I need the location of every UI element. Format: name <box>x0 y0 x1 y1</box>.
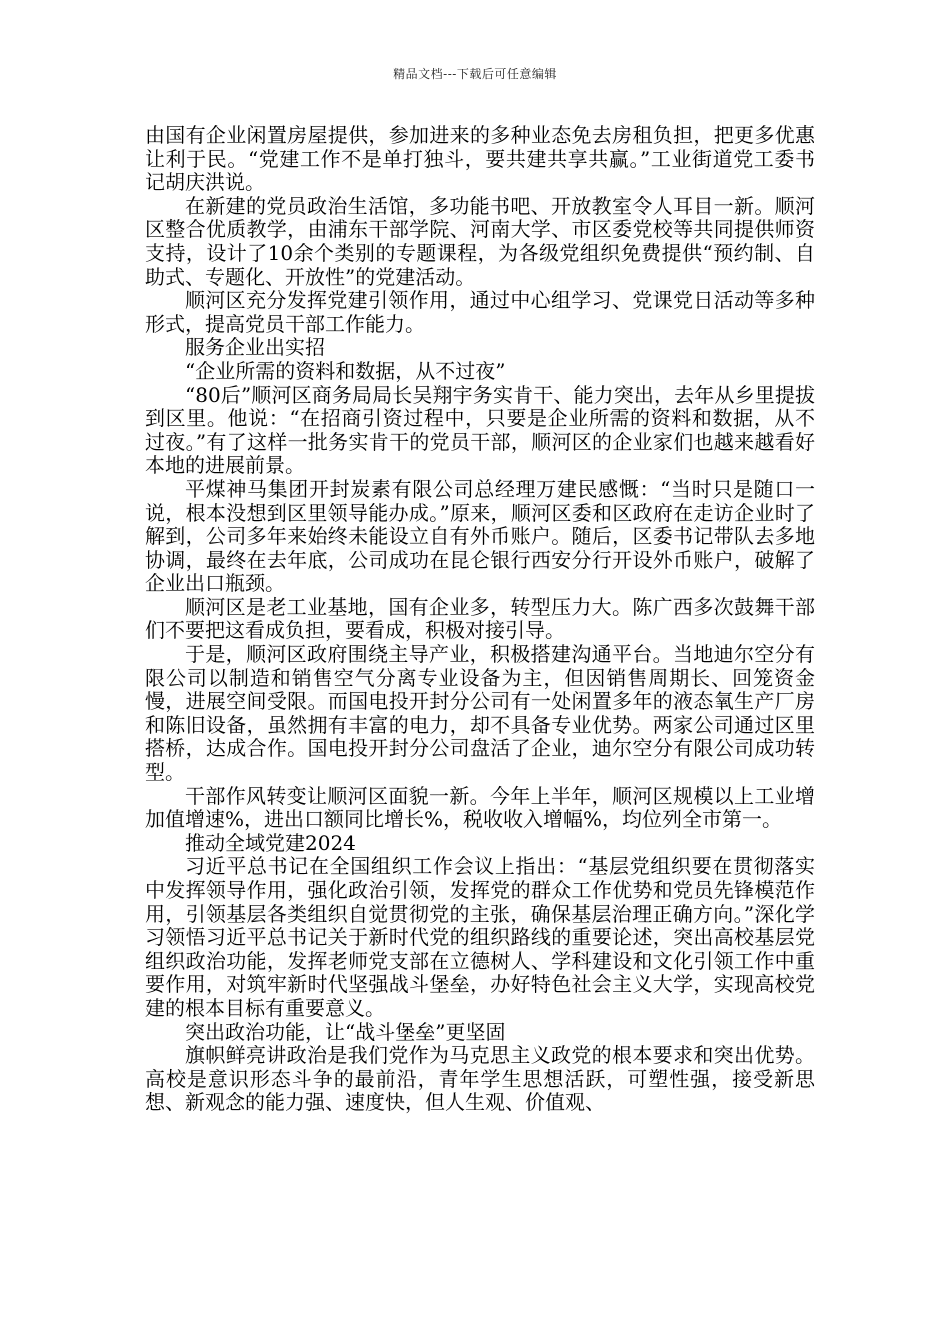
section-heading: 服务企业出实招 <box>185 335 325 360</box>
section-heading: 推动全域党建2024 <box>185 830 356 855</box>
section-heading: 突出政治功能，让“战斗堡垒”更坚固 <box>185 1019 506 1044</box>
paragraph: 平煤神马集团开封炭素有限公司总经理万建民感慨：“当时只是随口一说，根本没想到区里领导能办成。”原来，顺河区委和区政府在走访企业时了解到，公司多年来始终未能设立自有外币账户。随后，区委书记带队去多地协调，最终在去年底，公司成功在昆仑银行西安分行开设外币账户，破解了企业出口瓶颈。 <box>145 476 815 596</box>
paragraph: 旗帜鲜亮讲政治是我们党作为马克思主义政党的根本要求和突出优势。高校是意识形态斗争的最前沿，青年学生思想活跃，可塑性强，接受新思想、新观念的能力强、速度快，但人生观、价值观、 <box>145 1043 815 1115</box>
page-header: 精品文档---下载后可任意编辑 <box>393 67 557 81</box>
paragraph: 顺河区充分发挥党建引领作用，通过中心组学习、党课党日活动等多种形式，提高党员干部工作能力。 <box>145 288 815 336</box>
paragraph: 干部作风转变让顺河区面貌一新。今年上半年，顺河区规模以上工业增加值增速%，进出口额同比增长%，税收收入增幅%，均位列全市第一。 <box>145 783 815 832</box>
paragraph: “80后”顺河区商务局局长吴翔宇务实肯干、能力突出，去年从乡里提拔到区里。他说：“在招商引资过程中，只要是企业所需的资料和数据，从不过夜。”有了这样一批务实肯干的党员干部，顺河区的企业家们也越来越看好本地的进展前景。 <box>145 382 815 478</box>
paragraph: 由国有企业闲置房屋提供，参加进来的多种业态免去房租负担，把更多优惠让利于民。“党建工作不是单打独斗，要共建共享共赢。”工业街道党工委书记胡庆洪说。 <box>145 123 815 195</box>
paragraph: 顺河区是老工业基地，国有企业多，转型压力大。陈广西多次鼓舞干部们不要把这看成负担，要看成，积极对接引导。 <box>145 594 815 643</box>
paragraph: 在新建的党员政治生活馆，多功能书吧、开放教室令人耳目一新。顺河区整合优质教学，由浦东干部学院、河南大学、市区委党校等共同提供师资支持，设计了10余个类别的专题课程，为各级党组织免费提供“预约制、自助式、专题化、开放性”的党建活动。 <box>145 193 815 289</box>
document-body <box>145 124 815 1115</box>
paragraph: 于是，顺河区政府围绕主导产业，积极搭建沟通平台。当地迪尔空分有限公司以制造和销售空气分离专业设备为主，但因销售周期长、回笼资金慢，进展空间受限。而国电投开封分公司有一处闲置多年的液态氧生产厂房和陈旧设备，虽然拥有丰富的电力，却不具备专业优势。两家公司通过区里搭桥，达成合作。国电投开封分公司盘活了企业，迪尔空分有限公司成功转型。 <box>145 642 815 785</box>
section-subheading: “企业所需的资料和数据，从不过夜” <box>185 358 506 383</box>
paragraph: 习近平总书记在全国组织工作会议上指出：“基层党组织要在贯彻落实中发挥领导作用，强化政治引领，发挥党的群众工作优势和党员先锋模范作用，引领基层各类组织自觉贯彻党的主张，确保基层治理正确方向。”深化学习领悟习近平总书记关于新时代党的组织路线的重要论述，突出高校基层党组织政治功能，发挥老师党支部在立德树人、学科建设和文化引领工作中重要作用，对筑牢新时代坚强战斗堡垒，办好特色社会主义大学，实现高校党建的根本目标有重要意义。 <box>145 854 815 1020</box>
